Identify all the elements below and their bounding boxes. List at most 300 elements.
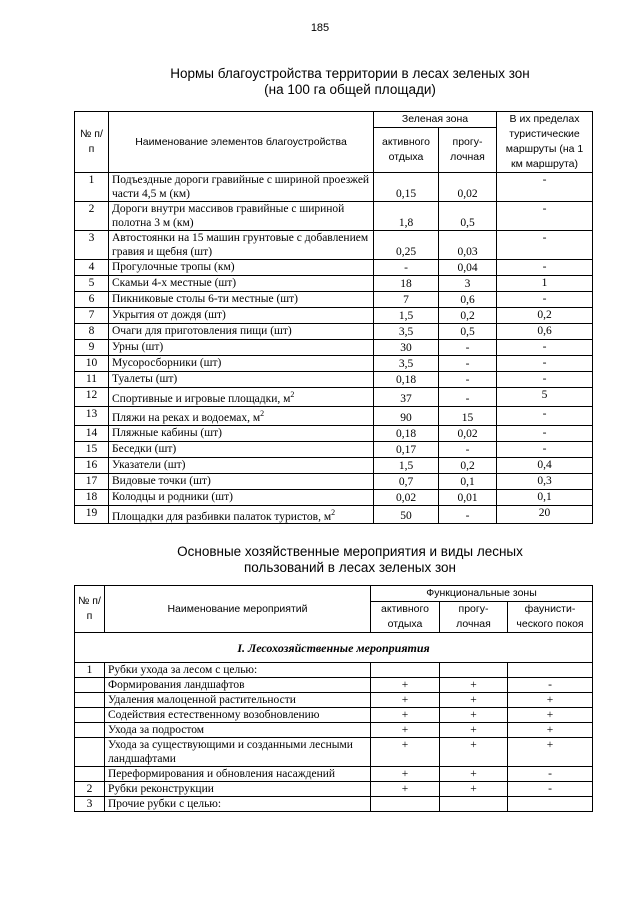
- row-name-text: Скамьи 4-х местные (шт): [112, 277, 237, 289]
- value-tourist: [497, 441, 593, 457]
- header-num: № п/п: [75, 112, 109, 173]
- row-name: [109, 308, 374, 324]
- value-active: [374, 231, 439, 260]
- value-walking-text: -: [465, 358, 470, 370]
- header-num: № п/п: [75, 586, 105, 633]
- value-active: [374, 505, 439, 524]
- value-fauna-text: -: [548, 783, 552, 795]
- value-active: [371, 797, 440, 812]
- table2-title-line2: пользований в лесах зеленых зон: [243, 560, 456, 575]
- row-name-text: Туалеты (шт): [112, 373, 178, 385]
- value-walking-text: 0,2: [460, 459, 475, 472]
- value-tourist-text: -: [542, 341, 547, 353]
- value-active: [374, 324, 439, 340]
- row-number-text: 12: [85, 389, 98, 401]
- value-active-text: 18: [400, 278, 412, 290]
- row-number: [75, 708, 105, 723]
- value-active-text: 0,15: [395, 188, 417, 200]
- row-name: [109, 231, 374, 260]
- value-tourist-text: 0,1: [537, 490, 552, 503]
- value-tourist-text: 0,4: [537, 458, 552, 471]
- value-walking: [439, 324, 497, 340]
- table-row: [75, 406, 593, 425]
- header-name: Наименование элементов благоустройства: [109, 112, 374, 173]
- row-number: [75, 723, 105, 738]
- table-row: [75, 356, 593, 372]
- value-walking: [439, 406, 497, 425]
- row-number: [75, 292, 109, 308]
- table-row: [75, 308, 593, 324]
- table1-title-line1: Нормы благоустройства территории в лесах зеленых зон: [170, 66, 530, 81]
- row-number: [75, 260, 109, 276]
- row-number: [75, 473, 109, 489]
- table-row: [75, 693, 593, 708]
- row-name-text: Пляжи на реках и водоемах, м: [112, 411, 261, 424]
- value-walking: [439, 473, 497, 489]
- row-name: [109, 441, 374, 457]
- table-row: [75, 797, 593, 812]
- table-row: [75, 489, 593, 505]
- value-active-text: 1,8: [398, 217, 414, 229]
- value-fauna: [508, 693, 593, 708]
- value-walking: [439, 276, 497, 292]
- value-active-text: 0,7: [398, 475, 414, 488]
- value-tourist-text: 0,3: [537, 474, 552, 487]
- value-active-text: 0,18: [395, 427, 417, 440]
- row-number-text: 4: [88, 261, 95, 273]
- value-tourist-text: -: [542, 407, 547, 420]
- value-active: [371, 708, 440, 723]
- row-name-text: Спортивные и игровые площадки, м: [112, 392, 291, 405]
- header-functional-zones: Функциональные зоны: [371, 586, 593, 602]
- value-walking: [439, 388, 497, 407]
- row-number-text: 14: [85, 426, 98, 439]
- table2-title: [100, 544, 600, 576]
- table-row: [75, 738, 593, 767]
- value-active: [374, 406, 439, 425]
- row-number-text: 1: [88, 174, 95, 186]
- value-tourist-text: -: [542, 293, 547, 305]
- value-fauna-text: -: [548, 768, 552, 780]
- value-fauna-text: +: [546, 739, 554, 751]
- row-name: [109, 292, 374, 308]
- value-tourist: [497, 340, 593, 356]
- row-name-text: Прочие рубки с целью:: [108, 798, 222, 810]
- value-walking: [440, 693, 508, 708]
- row-number-text: 10: [85, 357, 98, 369]
- table-row: [75, 276, 593, 292]
- row-name: [109, 340, 374, 356]
- value-walking-text: +: [470, 739, 477, 751]
- row-name-text: Ухода за подростом: [108, 724, 205, 736]
- row-number-text: 6: [88, 293, 95, 305]
- section-title: I. Лесохозяйственные мероприятия: [75, 633, 593, 663]
- value-tourist-text: -: [542, 442, 547, 455]
- table-row: [75, 767, 593, 782]
- table-row: [75, 173, 593, 202]
- value-walking-text: 0,02: [457, 427, 478, 440]
- value-active: [374, 173, 439, 202]
- row-number-text: 5: [88, 277, 95, 289]
- value-tourist-text: -: [542, 261, 547, 273]
- value-active: [374, 202, 439, 231]
- value-tourist-text: 5: [541, 389, 548, 401]
- table-row: [75, 782, 593, 797]
- row-name-text: Укрытия от дождя (шт): [112, 309, 226, 321]
- row-number: [75, 276, 109, 292]
- value-walking-text: 0,02: [457, 188, 478, 200]
- value-active-text: +: [401, 694, 409, 706]
- row-name: [109, 276, 374, 292]
- row-number-text: 18: [85, 490, 98, 503]
- value-tourist: [497, 406, 593, 425]
- value-active: [371, 723, 440, 738]
- table-header-row: [75, 112, 593, 128]
- value-walking-text: +: [470, 679, 477, 691]
- row-name-text: Ухода за существующими и созданными лесными ландшафтами: [108, 739, 353, 765]
- table-row: [75, 372, 593, 388]
- value-active-text: +: [401, 739, 409, 751]
- value-walking: [439, 457, 497, 473]
- row-name: [105, 797, 371, 812]
- row-name-text: Формирования ландшафтов: [108, 679, 245, 691]
- value-active-text: +: [401, 768, 409, 780]
- value-walking-text: 0,5: [460, 326, 475, 338]
- value-walking-text: 0,6: [460, 294, 475, 306]
- row-name-text: Мусоросборники (шт): [112, 357, 222, 369]
- value-active: [371, 678, 440, 693]
- value-walking: [439, 231, 497, 260]
- table-row: [75, 708, 593, 723]
- value-tourist: [497, 388, 593, 407]
- row-name: [109, 425, 374, 441]
- row-name-text: Прогулочные тропы (км): [112, 261, 235, 273]
- value-fauna: [508, 708, 593, 723]
- value-active-text: 7: [403, 294, 409, 306]
- value-walking: [439, 505, 497, 524]
- row-name: [109, 505, 374, 524]
- forest-activities-table: [74, 585, 593, 812]
- value-active: [374, 489, 439, 505]
- value-tourist-text: -: [542, 232, 547, 244]
- value-active-text: +: [401, 783, 409, 795]
- table-row: [75, 473, 593, 489]
- value-walking-text: +: [470, 768, 477, 780]
- value-walking: [440, 723, 508, 738]
- table-row: [75, 723, 593, 738]
- value-active: [371, 782, 440, 797]
- value-walking-text: -: [465, 510, 470, 523]
- row-name: [109, 388, 374, 407]
- row-number: [75, 388, 109, 407]
- value-walking-text: -: [465, 392, 470, 405]
- table-row: [75, 663, 593, 678]
- value-walking: [439, 202, 497, 231]
- value-tourist-text: 1: [541, 277, 548, 289]
- row-number: [75, 489, 109, 505]
- row-number-text: 9: [88, 341, 95, 353]
- value-tourist-text: -: [542, 426, 547, 439]
- table-row: [75, 260, 593, 276]
- value-active-text: +: [401, 709, 409, 721]
- value-active: [374, 356, 439, 372]
- value-tourist: [497, 231, 593, 260]
- value-walking: [439, 356, 497, 372]
- value-walking: [440, 678, 508, 693]
- row-number: [75, 457, 109, 473]
- value-active-text: 30: [400, 342, 412, 354]
- row-number-text: 16: [85, 458, 98, 471]
- row-name: [105, 663, 371, 678]
- value-walking-text: +: [470, 709, 477, 721]
- row-number: [75, 372, 109, 388]
- value-fauna: [508, 678, 593, 693]
- table1-title-line2: (на 100 га общей площади): [264, 82, 436, 97]
- row-name: [109, 324, 374, 340]
- value-active-text: 0,18: [395, 374, 417, 386]
- row-name: [109, 202, 374, 231]
- value-tourist-text: -: [542, 203, 547, 215]
- value-fauna: [508, 797, 593, 812]
- value-fauna-text: +: [546, 724, 554, 736]
- row-name: [105, 723, 371, 738]
- row-name-text: Очаги для приготовления пищи (шт): [112, 325, 292, 337]
- header-fauna: фаунисти- ческого покоя: [508, 602, 593, 633]
- row-number: [75, 767, 105, 782]
- value-walking: [439, 292, 497, 308]
- value-active-text: 50: [400, 510, 412, 523]
- header-green-zone: Зеленая зона: [374, 112, 497, 128]
- value-active: [374, 308, 439, 324]
- row-name-text: Колодцы и родники (шт): [112, 490, 233, 503]
- value-walking-text: 0,03: [457, 246, 478, 258]
- value-active: [371, 693, 440, 708]
- row-number: [75, 173, 109, 202]
- value-active-text: 0,25: [395, 246, 417, 258]
- value-fauna-text: -: [548, 679, 552, 691]
- value-tourist: [497, 505, 593, 524]
- page-number: 185: [310, 22, 330, 34]
- row-number-text: 8: [88, 325, 95, 337]
- table-row: [75, 457, 593, 473]
- value-fauna: [508, 782, 593, 797]
- unit-superscript: 2: [290, 390, 295, 399]
- unit-superscript: 2: [331, 507, 336, 517]
- value-tourist: [497, 457, 593, 473]
- value-walking-text: 0,2: [460, 310, 475, 322]
- row-number: [75, 693, 105, 708]
- value-active: [374, 372, 439, 388]
- table-row: [75, 324, 593, 340]
- value-walking: [439, 308, 497, 324]
- value-active: [374, 340, 439, 356]
- table-row: [75, 292, 593, 308]
- value-walking: [440, 767, 508, 782]
- row-number-text: 11: [85, 373, 98, 385]
- row-number-text: 15: [85, 442, 98, 455]
- value-active: [371, 767, 440, 782]
- value-tourist: [497, 292, 593, 308]
- row-name-text: Рубки реконструкции: [108, 783, 214, 795]
- value-walking-text: +: [470, 783, 477, 795]
- header-name: Наименование мероприятий: [105, 586, 371, 633]
- table-row: [75, 340, 593, 356]
- amenities-norms-table: [74, 111, 593, 524]
- value-walking: [439, 173, 497, 202]
- value-tourist: [497, 372, 593, 388]
- row-name: [109, 260, 374, 276]
- value-walking: [439, 260, 497, 276]
- value-tourist-text: -: [542, 174, 547, 186]
- table-row: [75, 441, 593, 457]
- row-name: [109, 173, 374, 202]
- table-header-row: [75, 586, 593, 602]
- header-walking: прогу- лочная: [440, 602, 508, 633]
- value-fauna: [508, 738, 593, 767]
- value-active-text: +: [401, 724, 409, 736]
- row-name: [109, 489, 374, 505]
- value-walking: [439, 489, 497, 505]
- row-number-text: 1: [86, 664, 93, 676]
- value-active: [374, 441, 439, 457]
- row-name-text: Указатели (шт): [112, 458, 186, 471]
- value-active-text: 1,5: [398, 310, 414, 322]
- value-tourist: [497, 356, 593, 372]
- header-tourist: В их пределах туристические маршруты (на 1 км маршрута): [497, 112, 593, 173]
- row-number: [75, 231, 109, 260]
- row-name-text: Автостоянки на 15 машин грунтовые с добавлением гравия и щебня (шт): [112, 232, 369, 258]
- row-name: [109, 372, 374, 388]
- value-tourist: [497, 308, 593, 324]
- value-walking: [440, 663, 508, 678]
- value-active-text: 1,5: [398, 459, 414, 472]
- value-fauna-text: +: [546, 694, 554, 706]
- header-walking: прогу- лочная: [439, 128, 497, 173]
- value-active: [374, 388, 439, 407]
- row-number-text: 7: [88, 309, 95, 321]
- row-name-text: Переформирования и обновления насаждений: [108, 768, 336, 780]
- value-walking: [439, 372, 497, 388]
- value-active: [374, 260, 439, 276]
- value-walking: [440, 797, 508, 812]
- value-active-text: 0,02: [395, 491, 417, 504]
- value-walking: [439, 441, 497, 457]
- value-walking: [440, 782, 508, 797]
- value-active-text: 3,5: [398, 358, 414, 370]
- value-tourist: [497, 260, 593, 276]
- table-row: [75, 231, 593, 260]
- value-fauna: [508, 663, 593, 678]
- row-name: [105, 693, 371, 708]
- value-walking-text: 0,5: [460, 217, 475, 229]
- row-number: [75, 782, 105, 797]
- value-tourist-text: 20: [538, 506, 551, 519]
- value-active-text: -: [404, 262, 408, 274]
- value-active-text: 0,17: [395, 443, 417, 456]
- row-number: [75, 202, 109, 231]
- value-walking-text: 3: [464, 278, 471, 290]
- value-tourist-text: 0,2: [537, 309, 552, 321]
- table-row: [75, 505, 593, 524]
- row-name-text: Пикниковые столы 6-ти местные (шт): [112, 293, 298, 305]
- row-number: [75, 441, 109, 457]
- value-walking: [439, 340, 497, 356]
- table-row: [75, 202, 593, 231]
- row-name-text: Содействия естественному возобновлению: [108, 709, 320, 721]
- row-name: [109, 356, 374, 372]
- value-active: [374, 457, 439, 473]
- value-walking-text: -: [465, 374, 470, 386]
- table1-title: [100, 66, 600, 98]
- row-number: [75, 738, 105, 767]
- value-active: [374, 425, 439, 441]
- table-row: [75, 425, 593, 441]
- row-number: [75, 324, 109, 340]
- value-tourist: [497, 425, 593, 441]
- header-active: активного отдыха: [371, 602, 440, 633]
- row-number-text: 3: [86, 798, 93, 810]
- value-active: [374, 473, 439, 489]
- value-active-text: 90: [400, 411, 412, 424]
- row-number-text: 3: [88, 232, 95, 244]
- section-row: [75, 633, 593, 663]
- row-name: [109, 406, 374, 425]
- value-active-text: 3,5: [398, 326, 414, 338]
- value-fauna: [508, 767, 593, 782]
- row-number-text: 17: [85, 474, 98, 487]
- unit-superscript: 2: [260, 408, 265, 418]
- value-active: [374, 292, 439, 308]
- row-number: [75, 340, 109, 356]
- row-name: [105, 678, 371, 693]
- row-number: [75, 505, 109, 524]
- row-name: [105, 767, 371, 782]
- row-name-text: Подъездные дороги гравийные с шириной проезжей части 4,5 м (км): [112, 174, 370, 200]
- row-number: [75, 797, 105, 812]
- row-number: [75, 406, 109, 425]
- value-tourist: [497, 489, 593, 505]
- value-active: [371, 738, 440, 767]
- value-walking-text: 15: [461, 411, 474, 424]
- row-number-text: 2: [86, 783, 93, 795]
- value-walking-text: 0,1: [460, 475, 475, 488]
- row-number: [75, 356, 109, 372]
- row-name: [105, 708, 371, 723]
- value-tourist-text: -: [542, 357, 547, 369]
- value-walking-text: -: [465, 342, 470, 354]
- value-walking-text: 0,01: [457, 491, 478, 504]
- row-name-text: Урны (шт): [112, 341, 164, 353]
- value-tourist-text: 0,6: [537, 325, 552, 337]
- value-walking-text: +: [470, 724, 477, 736]
- row-number-text: 2: [88, 203, 95, 215]
- row-name: [109, 473, 374, 489]
- row-number: [75, 678, 105, 693]
- value-active-text: 37: [400, 392, 412, 405]
- row-name: [109, 457, 374, 473]
- row-number: [75, 425, 109, 441]
- table-row: [75, 678, 593, 693]
- table-row: [75, 388, 593, 407]
- value-tourist: [497, 473, 593, 489]
- value-active: [374, 276, 439, 292]
- row-name-text: Рубки ухода за лесом с целью:: [108, 664, 258, 676]
- value-active-text: +: [401, 679, 409, 691]
- row-number: [75, 663, 105, 678]
- value-walking-text: +: [470, 694, 477, 706]
- value-active: [371, 663, 440, 678]
- value-walking: [440, 708, 508, 723]
